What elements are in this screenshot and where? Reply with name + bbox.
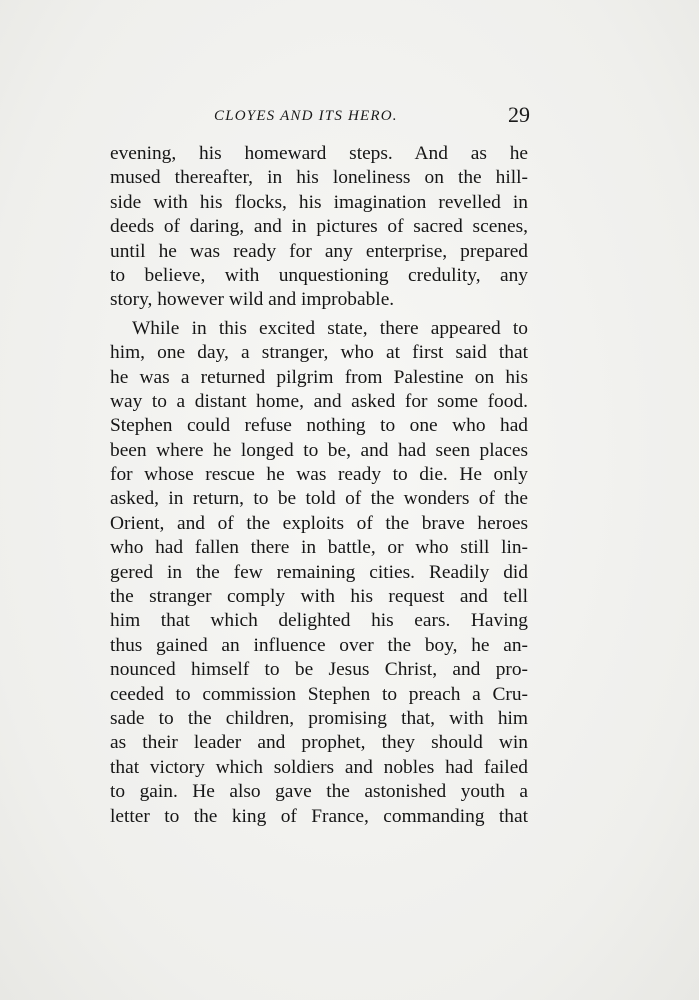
text-line: evening, his homeward steps. And as he xyxy=(110,143,528,164)
running-head xyxy=(110,102,530,136)
running-title: CLOYES AND ITS HERO. xyxy=(214,108,398,124)
body-text xyxy=(110,142,528,829)
text-line: letter to the king of France, commanding that xyxy=(110,805,528,827)
text-line: Stephen could refuse nothing to one who had xyxy=(110,415,528,437)
paragraph-1 xyxy=(110,142,528,313)
text-line: been where he longed to be, and had seen places xyxy=(110,439,528,461)
text-line: mused thereafter, in his loneliness on the hill- xyxy=(110,167,528,189)
text-line: way to a distant home, and asked for some food. xyxy=(110,390,528,412)
text-line: gered in the few remaining cities. Readily did xyxy=(110,561,528,583)
text-line: he was a returned pilgrim from Palestine on his xyxy=(110,366,528,388)
text-line: the stranger comply with his request and tell xyxy=(110,586,528,608)
text-line: that victory which soldiers and nobles had failed xyxy=(110,756,528,778)
text-line: Orient, and of the exploits of the brave heroes xyxy=(110,512,528,534)
text-line: him, one day, a stranger, who at first said that xyxy=(110,342,528,364)
text-line: who had fallen there in battle, or who still lin- xyxy=(110,537,528,559)
text-line: sade to the children, promising that, with him xyxy=(110,707,528,729)
text-line: as their leader and prophet, they should win xyxy=(110,732,528,754)
paragraph-2 xyxy=(110,317,528,829)
text-line: story, however wild and improbable. xyxy=(110,289,395,311)
text-line: While in this excited state, there appeared to xyxy=(132,317,528,339)
text-line: until he was ready for any enterprise, prepared xyxy=(110,240,528,262)
text-line: nounced himself to be Jesus Christ, and pro- xyxy=(110,659,528,681)
text-line: deeds of daring, and in pictures of sacred scenes, xyxy=(110,216,528,238)
text-line: for whose rescue he was ready to die. He only xyxy=(110,464,528,486)
text-line: ceeded to commission Stephen to preach a Cru- xyxy=(110,683,528,705)
text-line: to believe, with unquestioning credulity, any xyxy=(110,264,528,286)
text-line: thus gained an influence over the boy, he an- xyxy=(110,634,528,656)
page-number: 29 xyxy=(508,102,530,127)
text-line: to gain. He also gave the astonished youth a xyxy=(110,781,528,803)
text-line: asked, in return, to be told of the wonders of the xyxy=(110,488,528,510)
text-line: side with his flocks, his imagination revelled in xyxy=(110,191,528,213)
text-line: him that which delighted his ears. Having xyxy=(110,610,528,632)
